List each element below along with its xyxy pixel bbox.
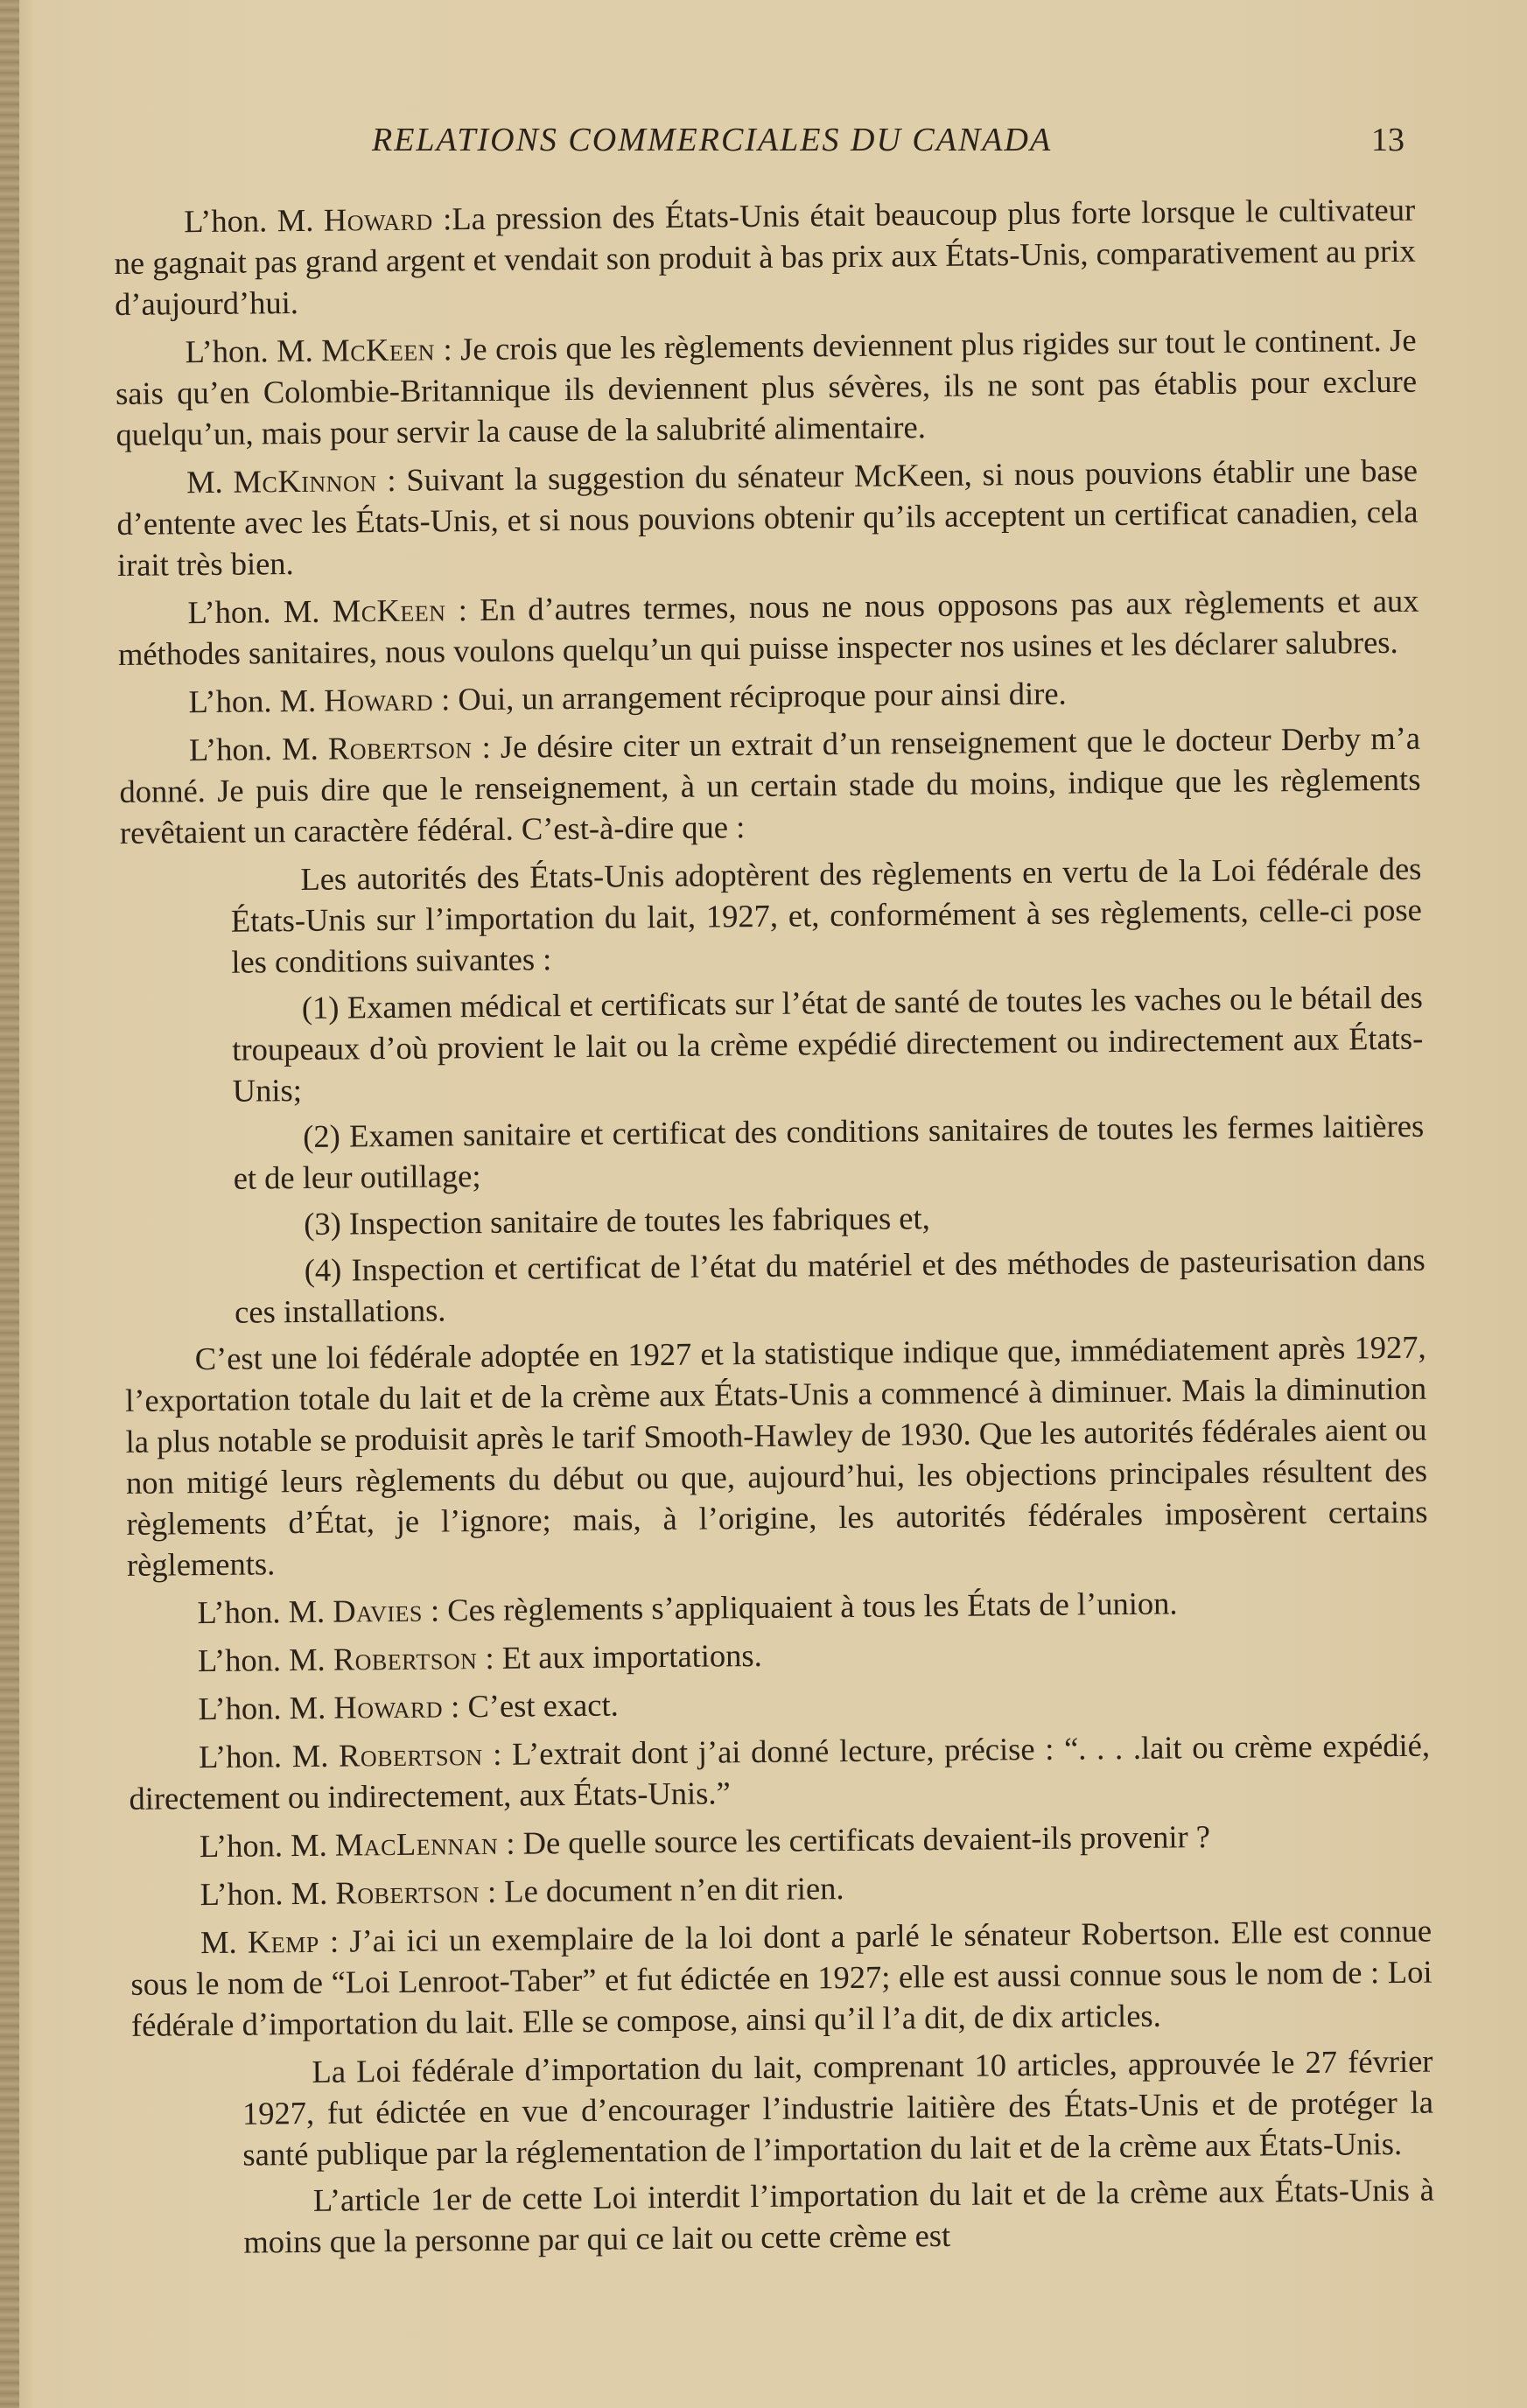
separator: : (442, 1688, 468, 1725)
speaker-title: L’hon. M. (199, 1826, 336, 1865)
speaker-name: MacLennan (334, 1824, 499, 1863)
speaker-name: McKinnon (233, 462, 377, 500)
quotation-item: (1) Examen médical et certificats sur l’état de santé de toutes les vaches ou le bétail des troupeaux d’où provient le lait ou la crème expédié directement ou indirectement aux États-Unis; (232, 978, 1424, 1109)
speaker-title: L’hon. M. (200, 1874, 336, 1913)
separator: : (376, 461, 407, 499)
quotation-item: (2) Examen sanitaire et certificat des conditions sanitaires de toutes les fermes laitières et de leur outillage; (233, 1107, 1425, 1196)
separator: : (422, 1592, 448, 1628)
paragraph (129, 1725, 1431, 1819)
speaker-name: Robertson (327, 729, 473, 766)
paragraph (115, 319, 1417, 455)
quotation-paragraph: La Loi fédérale d’importation du lait, comprenant 10 articles, approuvée le 27 février 1927, fut édictée en vue d’encourager l’industrie laitière des États-Unis et de protéger la santé publique par la réglementation de l’importation du lait et de la crème aux États-Unis. (242, 2042, 1434, 2173)
paragraph-text: Je crois que les règlements deviennent plus rigides sur tout le continent. Je sais qu’en Colombie-Britannique ils deviennent plus sévères, ils ne sont pas établis pour exclure quelqu’un, mais pour servir la cause de la salubrité alimentaire. (115, 321, 1418, 452)
speaker-title: M. (200, 1923, 249, 1961)
separator: : (432, 681, 459, 718)
separator: : (319, 1922, 350, 1959)
paragraph (128, 1676, 1429, 1730)
quotation-paragraph: L’article 1er de cette Loi interdit l’importation du lait et de la crème aux États-Unis à moins que la personne par qui ce lait ou cette crème est (243, 2171, 1435, 2260)
paragraph (128, 1628, 1429, 1682)
page-body (114, 189, 1435, 2269)
paragraph (118, 669, 1419, 723)
book-binding-edge (0, 0, 19, 2408)
paragraph: C’est une loi fédérale adoptée en 1927 et la statistique indique que, immédiatement après 1927, l’exportation totale du lait et de la crème aux États-Unis a commencé à diminuer. Mais la diminution la plus notable se produisit après le tarif Smooth-Hawley de 1930. Que les autorités fédérales aient ou non mitigé leurs règlements du début ou que, aujourd’hui, les objections principales résultent des règlements d’État, je l’ignore; mais, à l’origine, les autorités fédérales imposèrent certains règlements. (124, 1328, 1428, 1583)
speaker-title: L’hon. M. (197, 1592, 333, 1631)
paragraph-text: Le document n’en dit rien. (504, 1870, 844, 1909)
paragraph-text: L’extrait dont j’ai donné lecture, précise : “. . . .lait ou crème expédié, directement ou indirectement, aux États-Unis.” (129, 1726, 1431, 1816)
paragraph-text: Je désire citer un extrait d’un renseignement que le docteur Derby m’a donné. Je puis dire que le renseignement, à un certain stade du moins, indique que les règlements revêtaient un caractère fédéral. C’est-à-dire que : (119, 719, 1421, 850)
speaker-name: Davies (333, 1592, 424, 1629)
separator: : (498, 1824, 523, 1861)
speaker-title: L’hon. M. (185, 332, 322, 370)
speaker-name: Robertson (333, 1640, 478, 1677)
separator: : (445, 592, 480, 628)
paragraph (130, 1910, 1432, 2046)
speaker-title: L’hon. M. (188, 682, 325, 720)
paragraph (130, 1862, 1431, 1915)
speaker-name: McKeen (321, 331, 436, 368)
speaker-title: M. (186, 463, 234, 500)
paragraph-text: En d’autres termes, nous ne nous opposons pas aux règlements et aux méthodes sanitaires, nous voulons quelqu’un qui puisse inspecter nos usines et les déclarer salubres. (117, 582, 1419, 672)
speaker-title: L’hon. M. (184, 201, 325, 240)
speaker-name: Howard (324, 681, 434, 718)
paragraph-text: Et aux importations. (501, 1636, 762, 1676)
page-number: 13 (1371, 122, 1404, 158)
speaker-title: L’hon. M. (187, 592, 333, 631)
speaker-name: Howard (323, 200, 433, 238)
paragraph-text: J’ai ici un exemplaire de la loi dont a parlé le sénateur Robertson. Elle est connue sous le nom de “Loi Lenroot-Taber” et fut édictée en 1927; elle est aussi connue sous le nom de : Loi fédérale d’importation du lait. Elle se compose, ainsi qu’il l’a dit, de dix articles. (130, 1912, 1432, 2043)
paragraph (130, 1814, 1431, 1867)
separator: : (434, 331, 461, 368)
quotation-item: (4) Inspection et certificat de l’état du matériel et des méthodes de pasteurisation dans ces installations. (234, 1241, 1425, 1330)
separator: : (472, 728, 501, 766)
paragraph (117, 580, 1419, 675)
quotation-intro: Les autorités des États-Unis adoptèrent des règlements en vertu de la Loi fédérale des États-Unis sur l’importation du lait, 1927, et, conformément à ses règlements, celle-ci pose les conditions suivantes : (230, 850, 1423, 980)
running-title: RELATIONS COMMERCIALES DU CANADA (372, 122, 1053, 158)
page-header (114, 121, 1404, 173)
separator: : (477, 1639, 502, 1676)
separator: : (479, 1872, 505, 1910)
paragraph-text: C’est exact. (467, 1686, 619, 1725)
paragraph-text: Ces règlements s’appliquaient à tous les États de l’union. (447, 1585, 1178, 1628)
speaker-name: Kemp (247, 1922, 319, 1960)
quotation-item: (3) Inspection sanitaire de toutes les fabriques et, (304, 1200, 930, 1242)
speaker-title: L’hon. M. (197, 1641, 334, 1679)
separator: : (482, 1735, 513, 1773)
speaker-name: Howard (333, 1688, 444, 1726)
paragraph-text: Suivant la suggestion du sénateur McKeen, si nous pouvions établir une base d’entente avec les États-Unis, et si nous pouvions obtenir qu’ils acceptent un certificat canadien, cela irait très bien. (116, 452, 1418, 583)
paragraph-text: Oui, un arrangement réciproque pour ainsi dire. (458, 675, 1067, 718)
separator: : (432, 200, 452, 237)
paragraph (114, 189, 1416, 325)
paragraph-text: De quelle source les certificats devaient-ils provenir ? (522, 1818, 1211, 1861)
speaker-name: McKeen (332, 592, 446, 629)
speaker-title: L’hon. M. (198, 1737, 340, 1775)
speaker-name: Robertson (338, 1736, 483, 1774)
paragraph (116, 450, 1418, 585)
speaker-title: L’hon. M. (188, 730, 329, 768)
paragraph (127, 1580, 1428, 1634)
paragraph (119, 718, 1421, 853)
speaker-name: Robertson (335, 1873, 480, 1911)
speaker-title: L’hon. M. (198, 1689, 334, 1727)
paragraph-text: La pression des États-Unis était beaucoup plus forte lorsque le cultivateur ne gagnait pas grand argent et vendait son produit à bas prix aux États-Unis, comparativement au prix d’aujourd’hui. (114, 191, 1416, 322)
